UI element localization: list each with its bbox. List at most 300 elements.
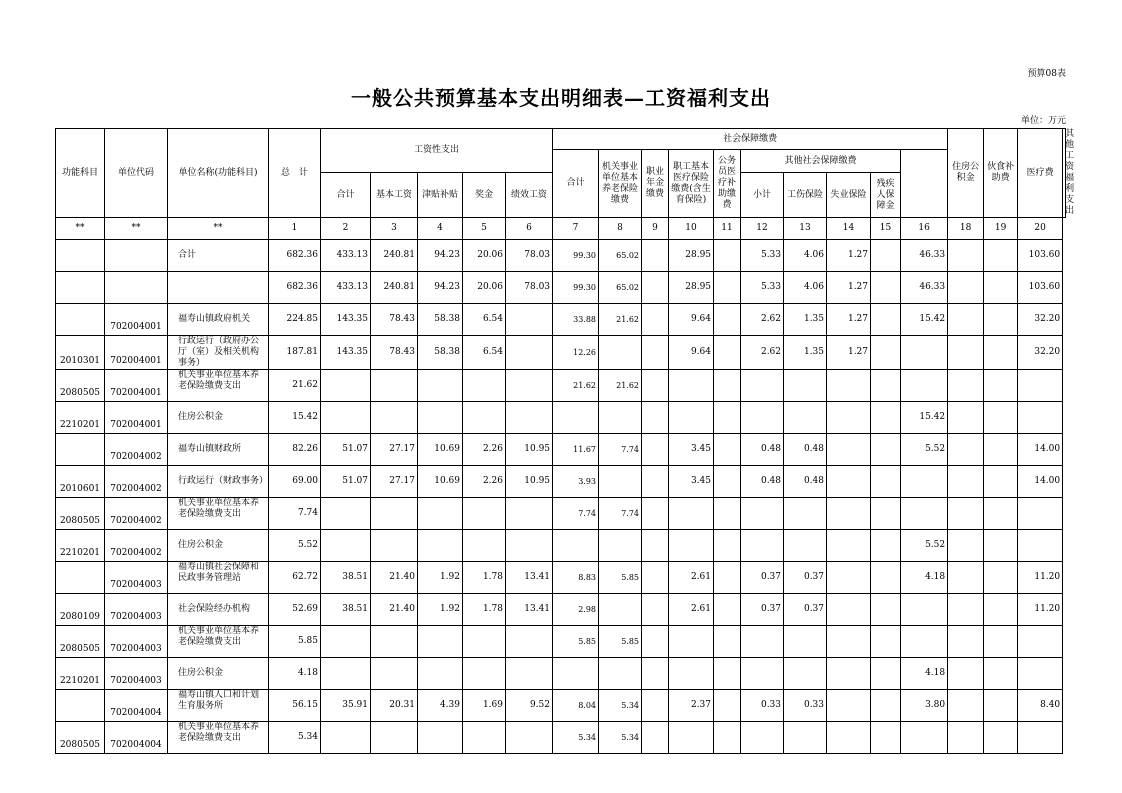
value-cell (948, 626, 984, 658)
value-cell: 224.85 (269, 304, 321, 336)
header-func: 功能科目 (56, 129, 105, 218)
value-cell: 240.81 (371, 272, 418, 304)
value-cell: 0.37 (784, 562, 827, 594)
header-sal-sum: 合计 (321, 173, 371, 218)
header-medfee: 医疗费 (1018, 129, 1063, 218)
value-cell (463, 626, 506, 658)
value-cell (741, 626, 784, 658)
table-row (56, 304, 1066, 336)
value-cell: 2.62 (741, 336, 784, 370)
value-cell: 21.62 (553, 370, 599, 402)
value-cell: 5.34 (269, 722, 321, 754)
value-cell (371, 530, 418, 562)
value-cell: 21.40 (371, 594, 418, 626)
func-code-cell: 2080505 (56, 370, 105, 402)
table-row (56, 658, 1066, 690)
value-cell: 2.98 (553, 594, 599, 626)
value-cell (599, 402, 642, 434)
unit-name-cell: 行政运行（财政事务） (168, 466, 269, 498)
value-cell (827, 722, 871, 754)
value-cell: 56.15 (269, 690, 321, 722)
value-cell: 4.06 (784, 272, 827, 304)
table-row (56, 594, 1066, 626)
unit-code-cell: 702004003 (105, 658, 168, 690)
value-cell (463, 658, 506, 690)
value-cell: 5.85 (553, 626, 599, 658)
table-row (56, 562, 1066, 594)
value-cell (1018, 402, 1063, 434)
value-cell (642, 240, 669, 272)
unit-code-cell: 702004004 (105, 690, 168, 722)
header-perf: 绩效工资 (506, 173, 553, 218)
header-pension: 机关事业单位基本养老保险缴费 (599, 150, 642, 218)
value-cell: 32.20 (1018, 336, 1063, 370)
value-cell (948, 498, 984, 530)
value-cell: 11.20 (1018, 594, 1063, 626)
value-cell: 5.34 (599, 722, 642, 754)
value-cell (418, 658, 463, 690)
value-cell: 21.62 (269, 370, 321, 402)
value-cell: 143.35 (321, 336, 371, 370)
value-cell (784, 626, 827, 658)
value-cell (714, 240, 741, 272)
unit-code-cell: 702004002 (105, 530, 168, 562)
table-row (56, 466, 1066, 498)
value-cell (506, 498, 553, 530)
value-cell (321, 626, 371, 658)
value-cell: 7.74 (599, 498, 642, 530)
value-cell (784, 402, 827, 434)
value-cell (827, 626, 871, 658)
value-cell (669, 658, 714, 690)
value-cell (871, 626, 901, 658)
header-other-wage: 其他工资福利支出 (1063, 129, 1066, 218)
value-cell: 1.27 (827, 272, 871, 304)
unit-code-cell: 702004003 (105, 594, 168, 626)
unit-code-cell: 702004002 (105, 434, 168, 466)
value-cell: 240.81 (371, 240, 418, 272)
unit-name-cell: 行政运行（政府办公厅（室）及相关机构事务） (168, 336, 269, 370)
unit-code-cell: 702004003 (105, 562, 168, 594)
value-cell (784, 498, 827, 530)
value-cell: 20.06 (463, 240, 506, 272)
value-cell: 9.52 (506, 690, 553, 722)
value-cell (984, 530, 1018, 562)
header-allowance: 津贴补贴 (418, 173, 463, 218)
value-cell (714, 722, 741, 754)
value-cell (827, 498, 871, 530)
value-cell (642, 626, 669, 658)
value-cell: 20.06 (463, 272, 506, 304)
value-cell (714, 370, 741, 402)
value-cell (1018, 530, 1063, 562)
value-cell: 51.07 (321, 434, 371, 466)
header-annuity: 职业年金缴费 (642, 150, 669, 218)
value-cell (871, 304, 901, 336)
table-row (56, 336, 1066, 370)
value-cell: 82.26 (269, 434, 321, 466)
table-row (56, 402, 1066, 434)
index-cell: 6 (506, 218, 553, 240)
value-cell (871, 562, 901, 594)
value-cell: 10.95 (506, 434, 553, 466)
value-cell: 1.27 (827, 336, 871, 370)
value-cell (984, 594, 1018, 626)
index-cell: 4 (418, 218, 463, 240)
value-cell: 99.30 (553, 272, 599, 304)
func-code-cell (56, 690, 105, 722)
value-cell (371, 626, 418, 658)
value-cell: 11.67 (553, 434, 599, 466)
value-cell (599, 658, 642, 690)
value-cell (418, 722, 463, 754)
func-code-cell: 2080505 (56, 722, 105, 754)
value-cell: 5.85 (599, 562, 642, 594)
value-cell (669, 370, 714, 402)
value-cell (599, 530, 642, 562)
value-cell (901, 626, 948, 658)
header-disabled: 残疾人保障金 (871, 173, 901, 218)
value-cell: 15.42 (901, 402, 948, 434)
value-cell (741, 530, 784, 562)
value-cell (506, 722, 553, 754)
index-cell: 15 (871, 218, 901, 240)
value-cell: 4.18 (901, 562, 948, 594)
value-cell (948, 466, 984, 498)
value-cell (784, 722, 827, 754)
value-cell: 6.54 (463, 336, 506, 370)
header-unit-code: 单位代码 (105, 129, 168, 218)
table-row (56, 626, 1066, 658)
value-cell (506, 370, 553, 402)
value-cell: 51.07 (321, 466, 371, 498)
value-cell: 2.61 (669, 594, 714, 626)
value-cell: 32.20 (1018, 304, 1063, 336)
value-cell: 27.17 (371, 434, 418, 466)
unit-code-cell: 702004001 (105, 402, 168, 434)
value-cell: 2.62 (741, 304, 784, 336)
value-cell (871, 240, 901, 272)
value-cell (669, 498, 714, 530)
value-cell (827, 594, 871, 626)
value-cell (599, 466, 642, 498)
table-body (56, 218, 1066, 754)
value-cell: 3.45 (669, 466, 714, 498)
value-cell (827, 562, 871, 594)
header-total: 总 计 (269, 129, 321, 218)
value-cell: 27.17 (371, 466, 418, 498)
value-cell (642, 466, 669, 498)
value-cell: 46.33 (901, 272, 948, 304)
table-row (56, 434, 1066, 466)
func-code-cell: 2010301 (56, 336, 105, 370)
index-row (56, 218, 1066, 240)
table-row (56, 722, 1066, 754)
unit-code-cell: 702004001 (105, 370, 168, 402)
value-cell (741, 722, 784, 754)
value-cell (741, 498, 784, 530)
value-cell (371, 658, 418, 690)
header-social-group: 社会保障缴费 (553, 129, 948, 150)
value-cell (669, 626, 714, 658)
value-cell (948, 370, 984, 402)
value-cell (827, 466, 871, 498)
value-cell (984, 466, 1018, 498)
value-cell: 103.60 (1018, 272, 1063, 304)
value-cell (321, 498, 371, 530)
value-cell (948, 594, 984, 626)
value-cell (321, 370, 371, 402)
value-cell (463, 370, 506, 402)
value-cell (901, 466, 948, 498)
value-cell: 8.83 (553, 562, 599, 594)
value-cell: 1.35 (784, 304, 827, 336)
header-salary-group: 工资性支出 (321, 129, 553, 173)
value-cell (642, 498, 669, 530)
value-cell (371, 370, 418, 402)
func-code-cell: 2210201 (56, 530, 105, 562)
value-cell: 94.23 (418, 240, 463, 272)
value-cell: 5.52 (901, 530, 948, 562)
value-cell (901, 498, 948, 530)
table-row (56, 240, 1066, 272)
value-cell: 94.23 (418, 272, 463, 304)
value-cell: 433.13 (321, 272, 371, 304)
value-cell (948, 562, 984, 594)
value-cell: 0.37 (741, 562, 784, 594)
value-cell: 1.35 (784, 336, 827, 370)
value-cell (1018, 626, 1063, 658)
value-cell (506, 304, 553, 336)
value-cell (714, 402, 741, 434)
value-cell (741, 658, 784, 690)
index-cell: ** (168, 218, 269, 240)
unit-code-cell (105, 272, 168, 304)
value-cell (1018, 370, 1063, 402)
header-other-social-group: 其他社会保障缴费 (741, 150, 901, 173)
unit-name-cell: 机关事业单位基本养老保险缴费支出 (168, 498, 269, 530)
value-cell (871, 466, 901, 498)
value-cell (669, 530, 714, 562)
value-cell: 4.06 (784, 240, 827, 272)
header-bonus: 奖金 (463, 173, 506, 218)
value-cell: 1.69 (463, 690, 506, 722)
value-cell: 99.30 (553, 240, 599, 272)
value-cell: 13.41 (506, 594, 553, 626)
value-cell: 52.69 (269, 594, 321, 626)
value-cell: 13.41 (506, 562, 553, 594)
value-cell: 58.38 (418, 304, 463, 336)
index-cell: 13 (784, 218, 827, 240)
value-cell (642, 594, 669, 626)
header-housing: 住房公积金 (948, 129, 984, 218)
unit-name-cell (168, 272, 269, 304)
value-cell (1018, 722, 1063, 754)
value-cell: 4.18 (901, 658, 948, 690)
unit-code-cell: 702004003 (105, 626, 168, 658)
value-cell (984, 690, 1018, 722)
value-cell (714, 626, 741, 658)
header-unit-name: 单位名称(功能科目) (168, 129, 269, 218)
value-cell (642, 434, 669, 466)
value-cell: 65.02 (599, 272, 642, 304)
value-cell: 10.69 (418, 434, 463, 466)
value-cell: 0.48 (784, 466, 827, 498)
value-cell: 433.13 (321, 240, 371, 272)
unit-name-cell: 住房公积金 (168, 530, 269, 562)
value-cell: 69.00 (269, 466, 321, 498)
func-code-cell (56, 304, 105, 336)
value-cell: 78.43 (371, 304, 418, 336)
value-cell: 1.27 (827, 240, 871, 272)
value-cell: 65.02 (599, 240, 642, 272)
value-cell (901, 722, 948, 754)
value-cell: 3.45 (669, 434, 714, 466)
value-cell: 5.52 (901, 434, 948, 466)
value-cell: 12.26 (553, 336, 599, 370)
index-cell: 12 (741, 218, 784, 240)
table-row (56, 370, 1066, 402)
value-cell (948, 690, 984, 722)
value-cell: 62.72 (269, 562, 321, 594)
value-cell (321, 722, 371, 754)
unit-name-cell: 住房公积金 (168, 402, 269, 434)
value-cell (506, 336, 553, 370)
value-cell: 5.33 (741, 272, 784, 304)
index-cell: ** (105, 218, 168, 240)
unit-code-cell: 702004001 (105, 336, 168, 370)
index-cell: ** (56, 218, 105, 240)
value-cell (741, 402, 784, 434)
unit-name-cell: 福寿山镇政府机关 (168, 304, 269, 336)
unit-name-cell: 福寿山镇社会保障和民政事务管理站 (168, 562, 269, 594)
index-cell: 16 (901, 218, 948, 240)
value-cell: 0.48 (741, 466, 784, 498)
value-cell: 682.36 (269, 272, 321, 304)
value-cell (506, 626, 553, 658)
value-cell: 1.27 (827, 304, 871, 336)
value-cell (642, 402, 669, 434)
index-cell: 19 (984, 218, 1018, 240)
value-cell (1018, 658, 1063, 690)
unit-name-cell: 福寿山镇财政所 (168, 434, 269, 466)
value-cell: 78.03 (506, 240, 553, 272)
value-cell: 1.78 (463, 562, 506, 594)
value-cell (871, 690, 901, 722)
value-cell: 187.81 (269, 336, 321, 370)
header-injury: 工伤保险 (784, 173, 827, 218)
index-cell: 11 (714, 218, 741, 240)
value-cell: 7.74 (599, 434, 642, 466)
header-spare (901, 150, 948, 218)
value-cell: 682.36 (269, 240, 321, 272)
value-cell: 78.03 (506, 272, 553, 304)
index-cell: 10 (669, 218, 714, 240)
table-row (56, 498, 1066, 530)
value-cell (463, 722, 506, 754)
value-cell (948, 530, 984, 562)
value-cell: 2.26 (463, 466, 506, 498)
header-soc-sum: 合计 (553, 150, 599, 218)
value-cell: 33.88 (553, 304, 599, 336)
header-other-sum: 小计 (741, 173, 784, 218)
value-cell: 103.60 (1018, 240, 1063, 272)
value-cell: 7.74 (269, 498, 321, 530)
value-cell (669, 402, 714, 434)
value-cell: 1.92 (418, 594, 463, 626)
value-cell: 0.48 (741, 434, 784, 466)
value-cell (741, 370, 784, 402)
value-cell (714, 594, 741, 626)
value-cell: 5.33 (741, 240, 784, 272)
value-cell: 0.48 (784, 434, 827, 466)
value-cell (642, 562, 669, 594)
index-cell: 3 (371, 218, 418, 240)
value-cell (642, 304, 669, 336)
value-cell: 1.92 (418, 562, 463, 594)
unit-code-cell: 702004002 (105, 466, 168, 498)
func-code-cell: 2080109 (56, 594, 105, 626)
value-cell (714, 304, 741, 336)
unit-name-cell: 机关事业单位基本养老保险缴费支出 (168, 370, 269, 402)
value-cell: 35.91 (321, 690, 371, 722)
value-cell (1018, 498, 1063, 530)
value-cell (371, 722, 418, 754)
value-cell (714, 434, 741, 466)
value-cell: 46.33 (901, 240, 948, 272)
func-code-cell (56, 240, 105, 272)
index-cell: 18 (948, 218, 984, 240)
value-cell: 2.26 (463, 434, 506, 466)
value-cell: 21.40 (371, 562, 418, 594)
value-cell (827, 434, 871, 466)
value-cell (371, 402, 418, 434)
value-cell: 78.43 (371, 336, 418, 370)
unit-name-cell: 机关事业单位基本养老保险缴费支出 (168, 722, 269, 754)
value-cell (321, 402, 371, 434)
value-cell: 1.78 (463, 594, 506, 626)
value-cell (784, 370, 827, 402)
value-cell (642, 336, 669, 370)
value-cell: 5.34 (553, 722, 599, 754)
value-cell (871, 370, 901, 402)
value-cell (948, 722, 984, 754)
value-cell (984, 626, 1018, 658)
value-cell (871, 658, 901, 690)
table-row (56, 690, 1066, 722)
table-row (56, 530, 1066, 562)
value-cell (948, 434, 984, 466)
func-code-cell: 2080505 (56, 626, 105, 658)
func-code-cell: 2210201 (56, 402, 105, 434)
value-cell: 5.52 (269, 530, 321, 562)
value-cell: 5.85 (599, 626, 642, 658)
index-cell: 2 (321, 218, 371, 240)
value-cell (871, 272, 901, 304)
func-code-cell (56, 272, 105, 304)
value-cell (642, 272, 669, 304)
func-code-cell: 2210201 (56, 658, 105, 690)
page-title: 一般公共预算基本支出明细表—工资福利支出 (351, 86, 771, 110)
value-cell (948, 304, 984, 336)
value-cell (984, 272, 1018, 304)
value-cell (714, 272, 741, 304)
value-cell: 20.31 (371, 690, 418, 722)
header-unemploy: 失业保险 (827, 173, 871, 218)
value-cell (984, 402, 1018, 434)
header-basic: 基本工资 (371, 173, 418, 218)
expenditure-table (55, 128, 1075, 754)
